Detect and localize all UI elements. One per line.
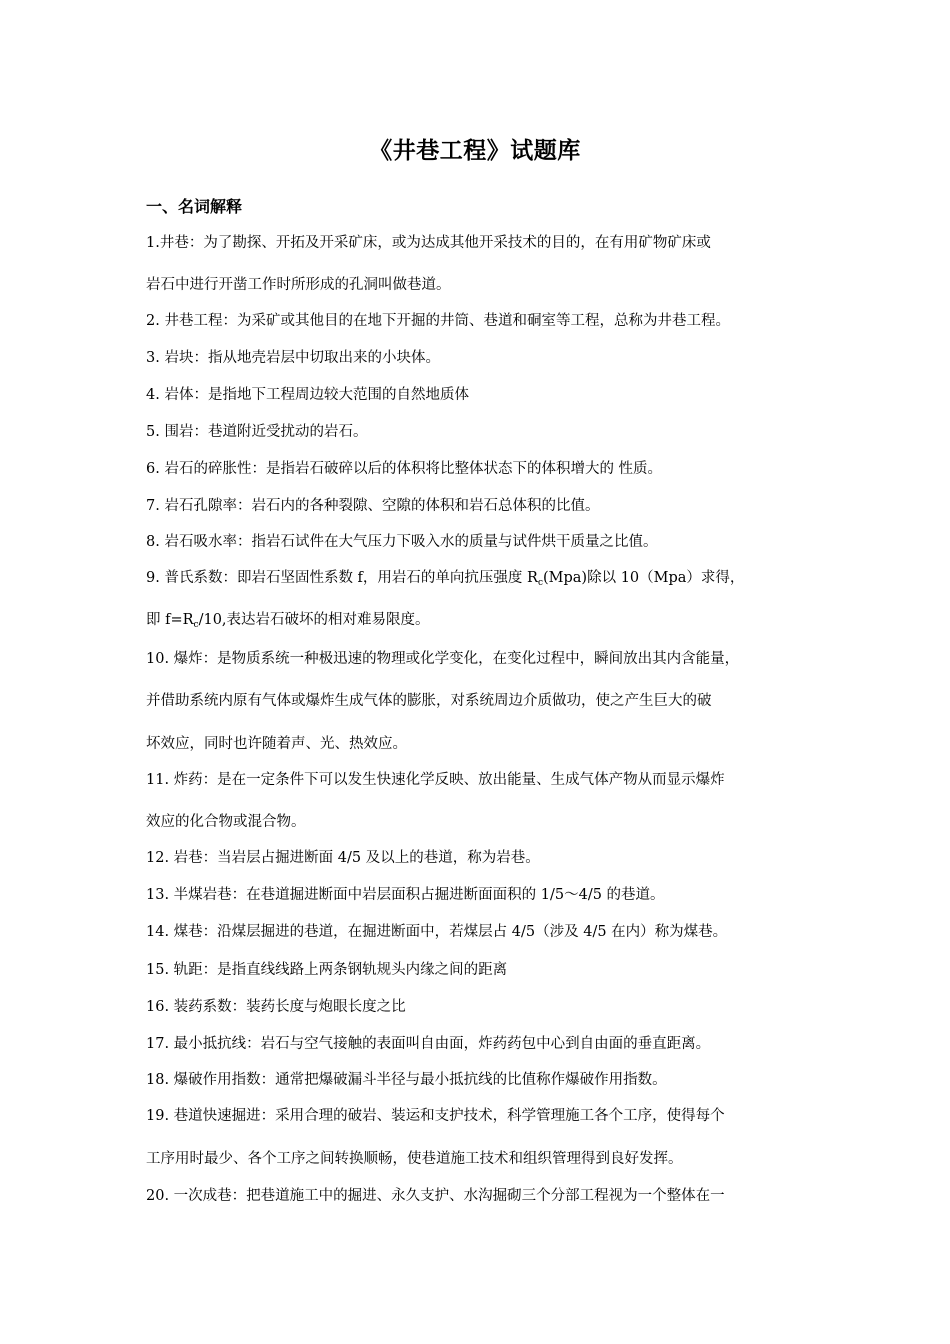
text-line: 12. 岩巷：当岩层占掘进断面 4/5 及以上的巷道，称为岩巷。 <box>146 850 540 866</box>
item9-text-c: 即 f=R <box>146 612 194 628</box>
text-line: 15. 轨距：是指直线线路上两条钢轨规头内缘之间的距离 <box>146 962 508 978</box>
page-title: 《井巷工程》试题库 <box>369 138 581 164</box>
text-line-item9 <box>146 568 816 588</box>
item9-text-b: (Mpa)除以 10（Mpa）求得， <box>543 570 745 586</box>
text-line: 7. 岩石孔隙率：岩石内的各种裂隙、空隙的体积和岩石总体积的比值。 <box>146 498 600 514</box>
section-heading: 一、名词解释 <box>146 197 243 216</box>
text-line: 8. 岩石吸水率：指岩石试件在大气压力下吸入水的质量与试件烘干质量之比值。 <box>146 534 658 550</box>
text-line: 5. 围岩：巷道附近受扰动的岩石。 <box>146 424 368 440</box>
subscript: c <box>193 620 199 630</box>
text-line: 4. 岩体：是指地下工程周边较大范围的自然地质体 <box>146 387 469 403</box>
text-line: 17. 最小抵抗线：岩石与空气接触的表面叫自由面，炸药药包中心到自由面的垂直距离。 <box>146 1036 711 1052</box>
text-line: 2. 井巷工程：为采矿或其他目的在地下开掘的井筒、巷道和硐室等工程，总称为井巷工程。 <box>146 313 730 329</box>
text-line: 16. 装药系数：装药长度与炮眼长度之比 <box>146 999 406 1015</box>
text-line: 1.井巷：为了勘探、开拓及开采矿床，或为达成其他开采技术的目的，在有用矿物矿床或 <box>146 235 711 251</box>
text-line: 10. 爆炸：是物质系统一种极迅速的物理或化学变化，在变化过程中，瞬间放出其内含能量， <box>146 651 740 667</box>
text-line: 13. 半煤岩巷：在巷道掘进断面中岩层面积占掘进断面面积的 1/5～4/5 的巷道。 <box>146 887 665 903</box>
text-line: 19. 巷道快速掘进：采用合理的破岩、装运和支护技术，科学管理施工各个工序，使得每个 <box>146 1108 725 1124</box>
text-line: 3. 岩块：指从地壳岩层中切取出来的小块体。 <box>146 350 440 366</box>
text-line: 并借助系统内原有气体或爆炸生成气体的膨胀，对系统周边介质做功，使之产生巨大的破 <box>146 693 712 709</box>
text-line: 11. 炸药：是在一定条件下可以发生快速化学反映、放出能量、生成气体产物从而显示爆炸 <box>146 772 725 788</box>
text-line-item9 <box>146 610 816 630</box>
text-line: 18. 爆破作用指数：通常把爆破漏斗半径与最小抵抗线的比值称作爆破作用指数。 <box>146 1072 667 1088</box>
text-line: 坏效应，同时也许随着声、光、热效应。 <box>146 736 407 752</box>
text-line: 6. 岩石的碎胀性：是指岩石破碎以后的体积将比整体状态下的体积增大的 性质。 <box>146 461 663 477</box>
text-line: 14. 煤巷：沿煤层掘进的巷道，在掘进断面中，若煤层占 4/5（涉及 4/5 在内）称为煤巷。 <box>146 924 728 940</box>
text-line: 效应的化合物或混合物。 <box>146 814 306 830</box>
text-line: 20. 一次成巷：把巷道施工中的掘进、永久支护、水沟掘砌三个分部工程视为一个整体在一 <box>146 1188 725 1204</box>
text-line: 岩石中进行开凿工作时所形成的孔洞叫做巷道。 <box>146 277 451 293</box>
item9-text-d: /10,表达岩石破坏的相对难易限度。 <box>198 612 430 628</box>
subscript: c <box>537 578 543 588</box>
text-line: 工序用时最少、各个工序之间转换顺畅，使巷道施工技术和组织管理得到良好发挥。 <box>146 1151 683 1167</box>
item9-text-a: 9. 普氏系数：即岩石坚固性系数 f，用岩石的单向抗压强度 R <box>146 570 538 586</box>
